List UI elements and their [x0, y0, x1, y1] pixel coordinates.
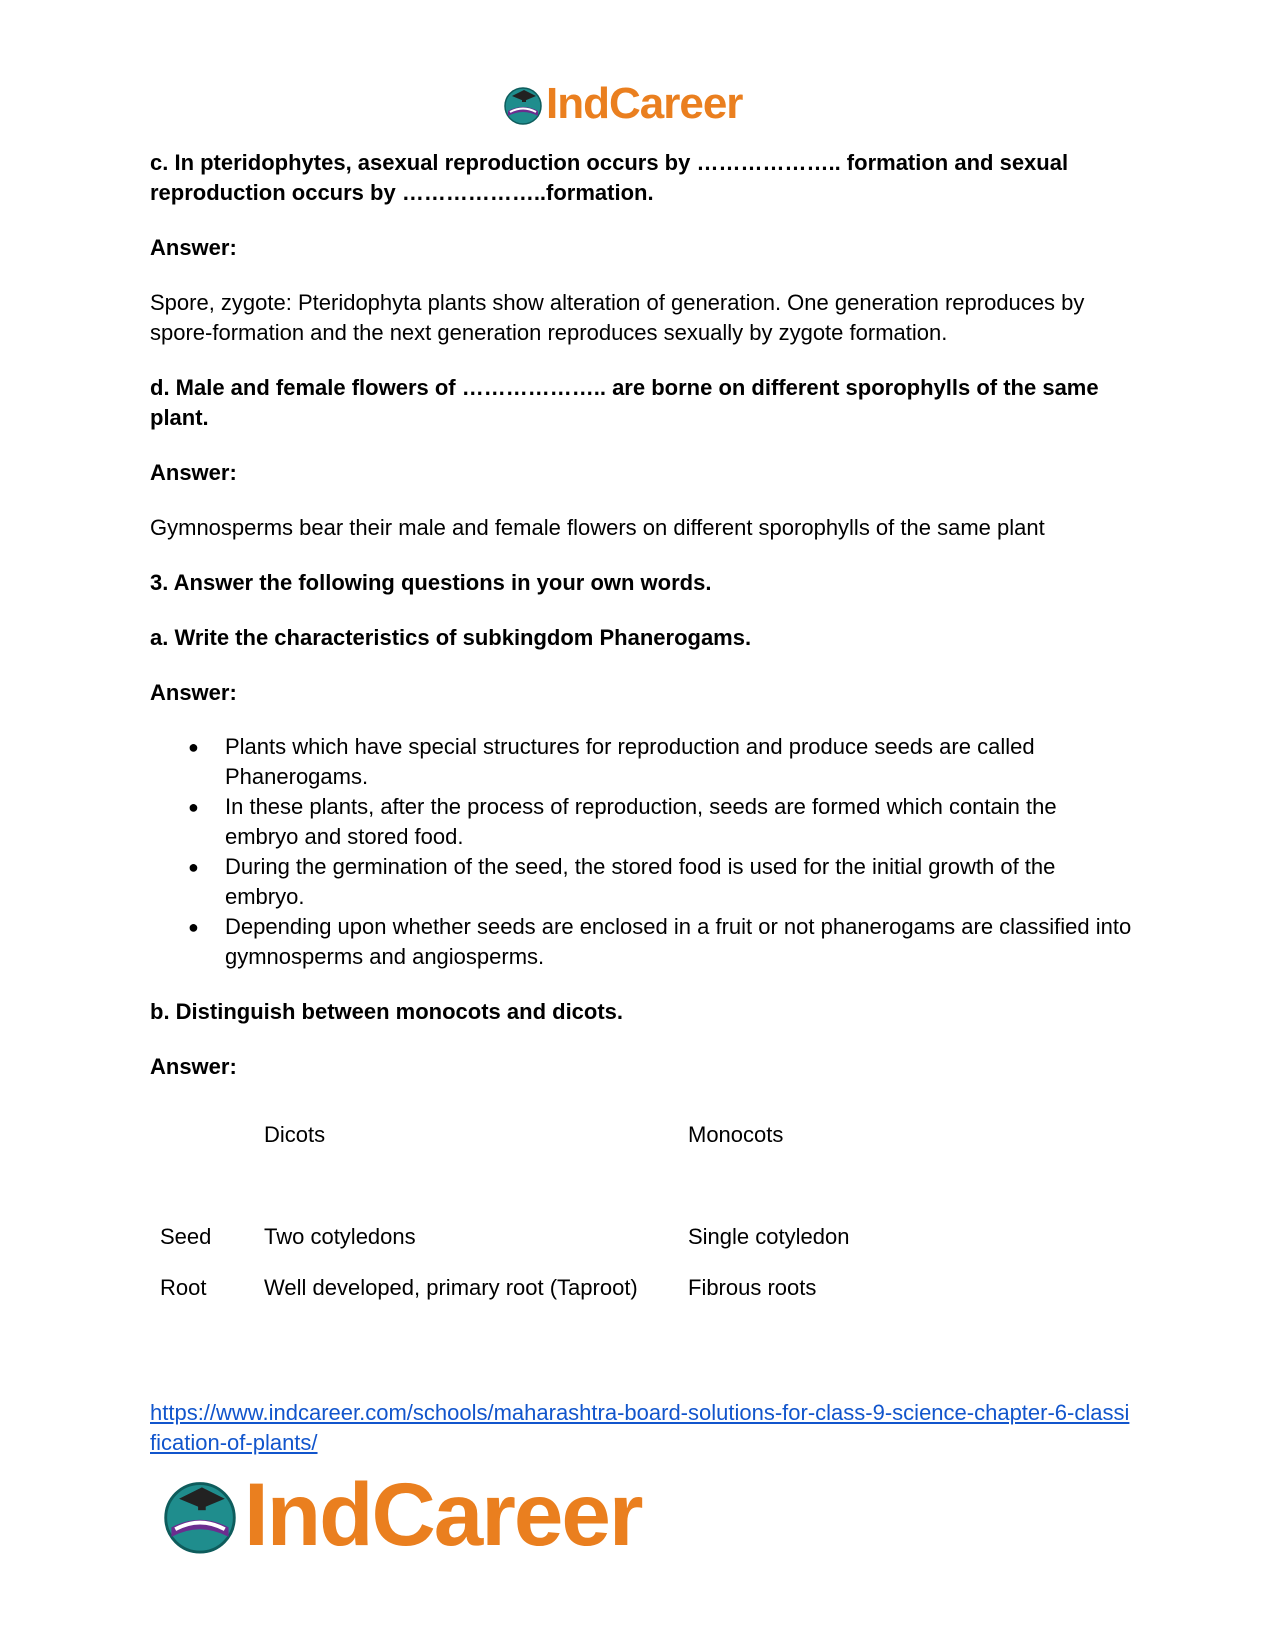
table-cell: Single cotyledon	[688, 1224, 850, 1249]
bullet-icon: ●	[188, 857, 199, 877]
answer-label: Answer:	[150, 680, 237, 705]
question-d: d. Male and female flowers of ……………….. are borne on different sporophylls of the same plant.	[150, 375, 1099, 430]
indcareer-logo-bottom	[160, 1463, 642, 1564]
list-item: ● In these plants, after the process of reproduction, seeds are formed which contain the embryo and stored food.	[188, 794, 1057, 849]
table-header-cell	[150, 1120, 264, 1222]
table-header-cell: Dicots	[264, 1122, 326, 1147]
bullet-icon: ●	[188, 797, 199, 817]
phanerogams-characteristics-list	[150, 732, 1135, 972]
globe-book-graduation-cap-icon	[502, 83, 544, 125]
document-body	[150, 148, 1135, 1303]
list-item: ● During the germination of the seed, the stored food is used for the initial growth of the embryo.	[188, 854, 1056, 909]
table-row	[150, 1222, 1108, 1273]
table-cell: Root	[160, 1275, 207, 1300]
answer-d: Gymnosperms bear their male and female flowers on different sporophylls of the same plant	[150, 515, 1045, 540]
table-row	[150, 1273, 1108, 1303]
indcareer-logo-top	[502, 78, 742, 130]
list-item: ● Depending upon whether seeds are enclosed in a fruit or not phanerogams are classified into gymnosperms and angiosperms.	[188, 914, 1132, 969]
logo-wordmark: IndCareer	[546, 79, 743, 128]
answer-label: Answer:	[150, 1054, 237, 1079]
table-header-row	[150, 1120, 1108, 1222]
question-3a: a. Write the characteristics of subkingdom Phanerogams.	[150, 625, 752, 650]
list-item: ● Plants which have special structures for reproduction and produce seeds are called Phanerogams.	[188, 734, 1035, 789]
globe-book-graduation-cap-icon	[160, 1474, 240, 1554]
question-3b: b. Distinguish between monocots and dicots.	[150, 999, 624, 1024]
table-cell: Seed	[160, 1224, 212, 1249]
answer-label: Answer:	[150, 460, 237, 485]
table-cell: Fibrous roots	[688, 1275, 817, 1300]
answer-label: Answer:	[150, 235, 237, 260]
question-c: c. In pteridophytes, asexual reproduction occurs by ……………….. formation and sexual reproduction occurs by ………………..formation.	[150, 150, 1069, 205]
logo-wordmark: IndCareer	[244, 1463, 642, 1564]
bullet-icon: ●	[188, 917, 199, 937]
table-cell: Well developed, primary root (Taproot)	[264, 1275, 638, 1300]
bullet-icon: ●	[188, 737, 199, 757]
monocots-dicots-table	[150, 1120, 1108, 1303]
table-cell: Two cotyledons	[264, 1224, 416, 1249]
table-header-cell: Monocots	[688, 1122, 784, 1147]
section-3-heading: 3. Answer the following questions in your own words.	[150, 570, 712, 595]
answer-c: Spore, zygote: Pteridophyta plants show alteration of generation. One generation reproduces by spore-formation and the next generation reproduces sexually by zygote formation.	[150, 290, 1085, 345]
source-url-link[interactable]: https://www.indcareer.com/schools/maharashtra-board-solutions-for-class-9-science-chapter-6-classification-of-plants/	[150, 1400, 1130, 1455]
